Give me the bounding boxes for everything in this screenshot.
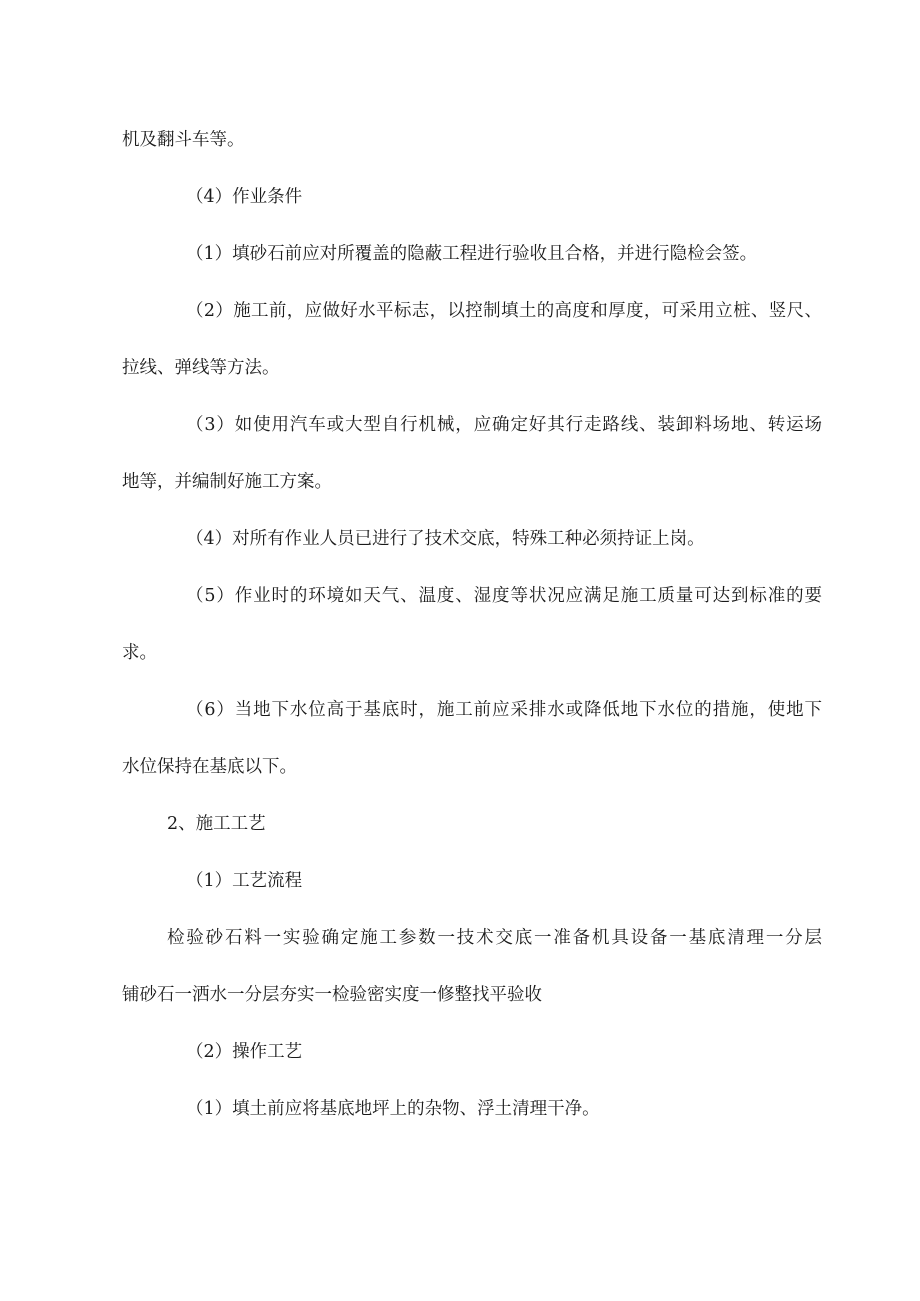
subheading-operation-process: （2）操作工艺 [186, 1042, 303, 1062]
text-line-7: 地等，并编制好施工方案。 [122, 472, 332, 492]
section-heading-work-conditions: （4）作业条件 [186, 187, 303, 207]
subheading-process-flow: （1）工艺流程 [186, 871, 303, 891]
text-line-18: （1）填土前应将基底地坪上的杂物、浮土清理干净。 [186, 1099, 600, 1119]
text-line-12: 水位保持在基底以下。 [122, 757, 297, 777]
text-line-1: 机及翻斗车等。 [122, 130, 245, 150]
text-line-15: 检验砂石料一实验确定施工参数一技术交底一准备机具设备一基底清理一分层 [167, 928, 822, 948]
text-line-6: （3）如使用汽车或大型自行机械，应确定好其行走路线、装卸料场地、转运场 [186, 415, 822, 435]
text-line-5: 拉线、弹线等方法。 [122, 358, 280, 378]
text-line-10: 求。 [122, 643, 157, 663]
text-line-8: （4）对所有作业人员已进行了技术交底，特殊工种必须持证上岗。 [186, 529, 705, 549]
text-line-4: （2）施工前，应做好水平标志，以控制填土的高度和厚度，可采用立桩、竖尺、 [186, 301, 822, 321]
text-line-16: 铺砂石一洒水一分层夯实一检验密实度一修整找平验收 [122, 985, 542, 1005]
section-heading-construction-process: 2、施工工艺 [167, 814, 266, 834]
text-line-3: （1）填砂石前应对所覆盖的隐蔽工程进行验收且合格，并进行隐检会签。 [186, 244, 758, 264]
text-line-11: （6）当地下水位高于基底时，施工前应采排水或降低地下水位的措施，使地下 [186, 700, 822, 720]
text-line-9: （5）作业时的环境如天气、温度、湿度等状况应满足施工质量可达到标准的要 [186, 586, 822, 606]
